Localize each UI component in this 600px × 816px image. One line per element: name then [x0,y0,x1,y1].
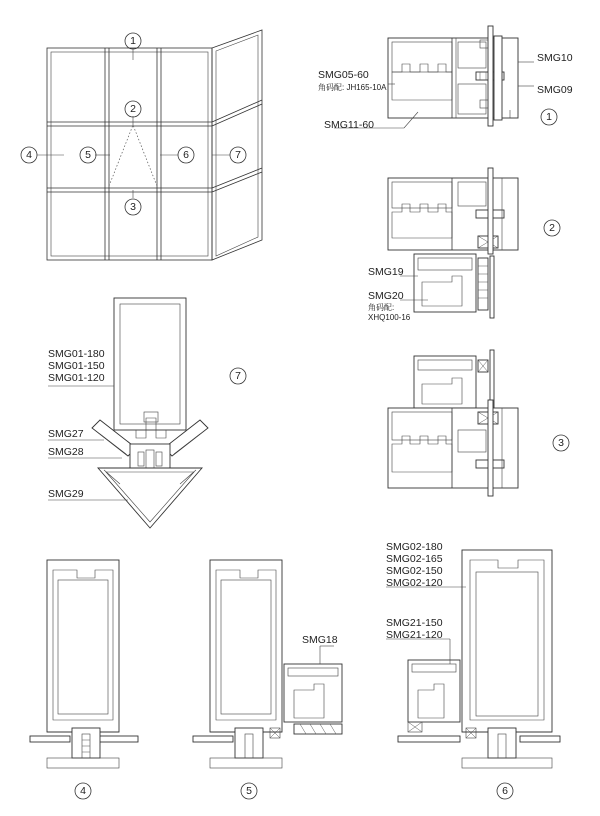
callout-3[interactable] [125,199,141,215]
detail-6-number[interactable] [497,783,513,799]
svg-text:3: 3 [130,201,136,213]
label-smg01-120: SMG01-120 [48,372,105,384]
label-smg10: SMG10 [537,52,573,64]
svg-text:6: 6 [502,785,508,797]
label-smg18: SMG18 [302,634,338,646]
note-corner-xhq100: XHQ100-16 [368,313,411,322]
detail-5-number[interactable] [241,783,257,799]
svg-text:7: 7 [235,149,241,161]
label-smg28: SMG28 [48,446,84,458]
detail-2-number[interactable] [544,220,560,236]
detail-7-number[interactable] [230,368,246,384]
label-smg01-150: SMG01-150 [48,360,105,372]
callout-2[interactable] [125,101,141,117]
detail-4-number[interactable] [75,783,91,799]
svg-text:2: 2 [130,103,136,115]
label-smg02-120: SMG02-120 [386,577,443,589]
label-smg11-60: SMG11-60 [324,119,374,131]
label-smg21-150: SMG21-150 [386,617,443,629]
note-corner-jh165: 角码配: JH165-10A [318,83,387,92]
label-smg01-180: SMG01-180 [48,348,105,360]
note-corner-label: 角码配: [368,303,395,312]
svg-text:5: 5 [85,149,91,161]
label-smg27: SMG27 [48,428,84,440]
callout-5[interactable] [80,147,96,163]
detail-5-section [193,560,342,768]
svg-text:6: 6 [183,149,189,161]
detail-3-number[interactable] [553,435,569,451]
detail-1-number[interactable] [541,109,557,125]
label-smg05-60: SMG05-60 [318,69,369,81]
callout-7[interactable] [230,147,246,163]
svg-text:7: 7 [235,370,241,382]
svg-text:3: 3 [558,437,564,449]
svg-text:1: 1 [130,35,136,47]
label-smg19: SMG19 [368,266,404,278]
label-smg02-150: SMG02-150 [386,565,443,577]
svg-text:2: 2 [549,222,555,234]
detail-2-section [388,168,518,318]
callout-4[interactable] [21,147,37,163]
detail-3-section [388,350,518,496]
svg-text:4: 4 [26,149,32,161]
label-smg02-165: SMG02-165 [386,553,443,565]
curtain-wall-elevation [37,30,262,260]
label-smg09: SMG09 [537,84,573,96]
callout-1[interactable] [125,33,141,49]
svg-text:5: 5 [246,785,252,797]
label-smg20: SMG20 [368,290,404,302]
svg-text:4: 4 [80,785,86,797]
label-smg21-120: SMG21-120 [386,629,443,641]
label-smg02-180: SMG02-180 [386,541,443,553]
svg-text:1: 1 [546,111,552,123]
callout-6[interactable] [178,147,194,163]
label-smg29: SMG29 [48,488,84,500]
detail-4-section [30,560,138,768]
